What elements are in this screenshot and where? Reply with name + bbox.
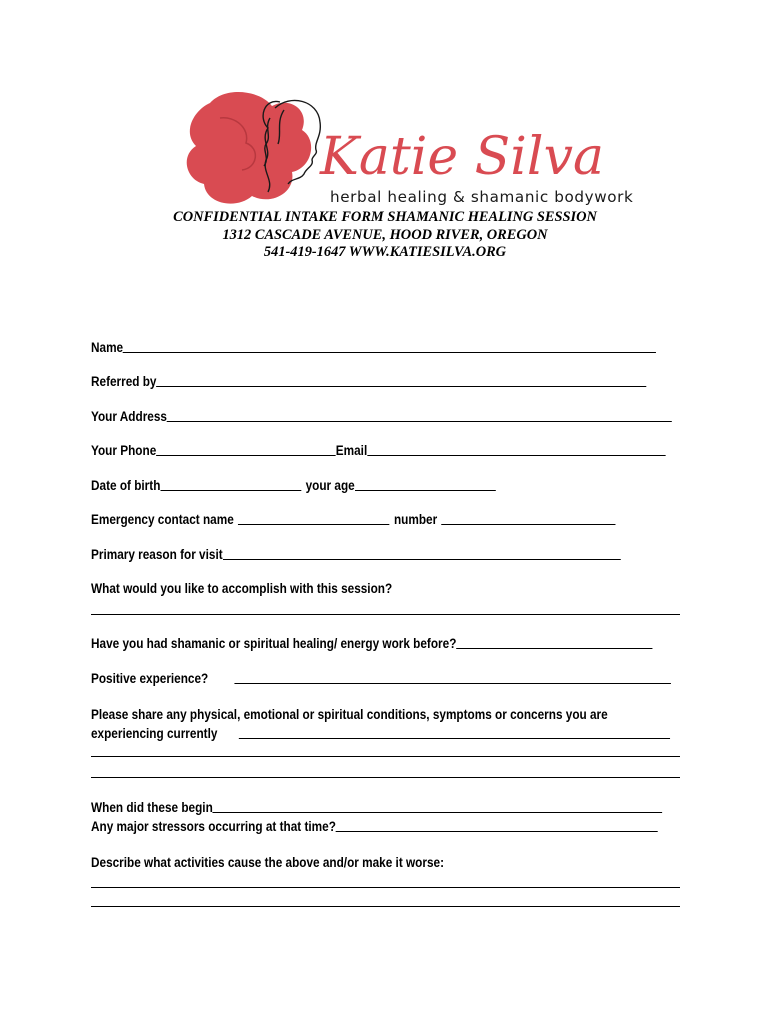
referred-by-label: Referred by <box>91 374 157 389</box>
accomplish-answer-line[interactable] <box>91 614 680 615</box>
begin-field[interactable] <box>213 811 663 813</box>
activities-row <box>91 851 610 871</box>
age-label: your age <box>305 478 355 493</box>
reason-row <box>91 543 610 563</box>
brand-name: Katie Silva <box>320 127 604 187</box>
dob-age-row <box>91 474 610 494</box>
accomplish-row <box>91 577 610 597</box>
dob-label: Date of birth <box>91 478 161 493</box>
positive-row <box>91 667 610 687</box>
accomplish-label: What would you like to accomplish with this session? <box>91 581 393 596</box>
phone-field[interactable] <box>156 454 336 456</box>
address-row <box>91 405 610 425</box>
conditions-answer-line-3[interactable] <box>91 777 680 778</box>
email-label: Email <box>335 443 368 458</box>
referred-by-field[interactable] <box>156 385 646 387</box>
document-header <box>0 209 770 262</box>
brand-tagline: herbal healing & shamanic bodywork <box>330 188 634 206</box>
name-label: Name <box>91 340 124 355</box>
address-line: 1312 CASCADE AVENUE, HOOD RIVER, OREGON <box>222 226 548 243</box>
stressors-label: Any major stressors occurring at that time? <box>91 819 336 834</box>
reason-label: Primary reason for visit <box>91 547 223 562</box>
phone-label: Your Phone <box>91 443 157 458</box>
number-label: number <box>393 512 438 527</box>
reason-field[interactable] <box>223 558 621 560</box>
name-field[interactable] <box>123 351 656 353</box>
katie-silva-logo <box>180 88 634 214</box>
address-label: Your Address <box>91 409 167 424</box>
emergency-field[interactable] <box>238 523 389 525</box>
red-flower-icon <box>187 92 311 204</box>
name-row <box>91 336 610 356</box>
begin-row <box>91 796 610 816</box>
form-title: CONFIDENTIAL INTAKE FORM SHAMANIC HEALING SESSION <box>173 209 597 225</box>
emergency-label: Emergency contact name <box>91 512 234 527</box>
positive-label: Positive experience? <box>91 671 209 686</box>
prior-work-row <box>91 632 610 652</box>
contact-line: 541-419-1647 WWW.KATIESILVA.ORG <box>263 244 507 260</box>
prior-work-label: Have you had shamanic or spiritual healing/ energy work before? <box>91 636 457 651</box>
referred-row <box>91 370 610 390</box>
positive-field[interactable] <box>235 682 671 684</box>
share-label-line1: Please share any physical, emotional or spiritual conditions, symptoms or concerns you are <box>91 707 608 722</box>
begin-label: When did these begin <box>91 800 213 815</box>
conditions-answer-line-2[interactable] <box>91 756 680 757</box>
share-row-1 <box>91 703 610 723</box>
activities-label: Describe what activities cause the above and/or make it worse: <box>91 855 445 870</box>
dob-field[interactable] <box>160 489 301 491</box>
age-field[interactable] <box>355 489 496 491</box>
email-field[interactable] <box>367 454 665 456</box>
phone-email-row <box>91 439 610 459</box>
address-field[interactable] <box>167 420 672 422</box>
stressors-field[interactable] <box>336 830 658 832</box>
number-field[interactable] <box>442 523 616 525</box>
activities-answer-line-1[interactable] <box>91 887 680 888</box>
conditions-field[interactable] <box>239 737 670 739</box>
prior-work-field[interactable] <box>456 647 652 649</box>
activities-answer-line-2[interactable] <box>91 906 680 907</box>
stressors-row <box>91 815 610 835</box>
share-label-line2: experiencing currently <box>91 726 218 741</box>
share-row-2 <box>91 722 610 742</box>
emergency-row <box>91 508 610 528</box>
